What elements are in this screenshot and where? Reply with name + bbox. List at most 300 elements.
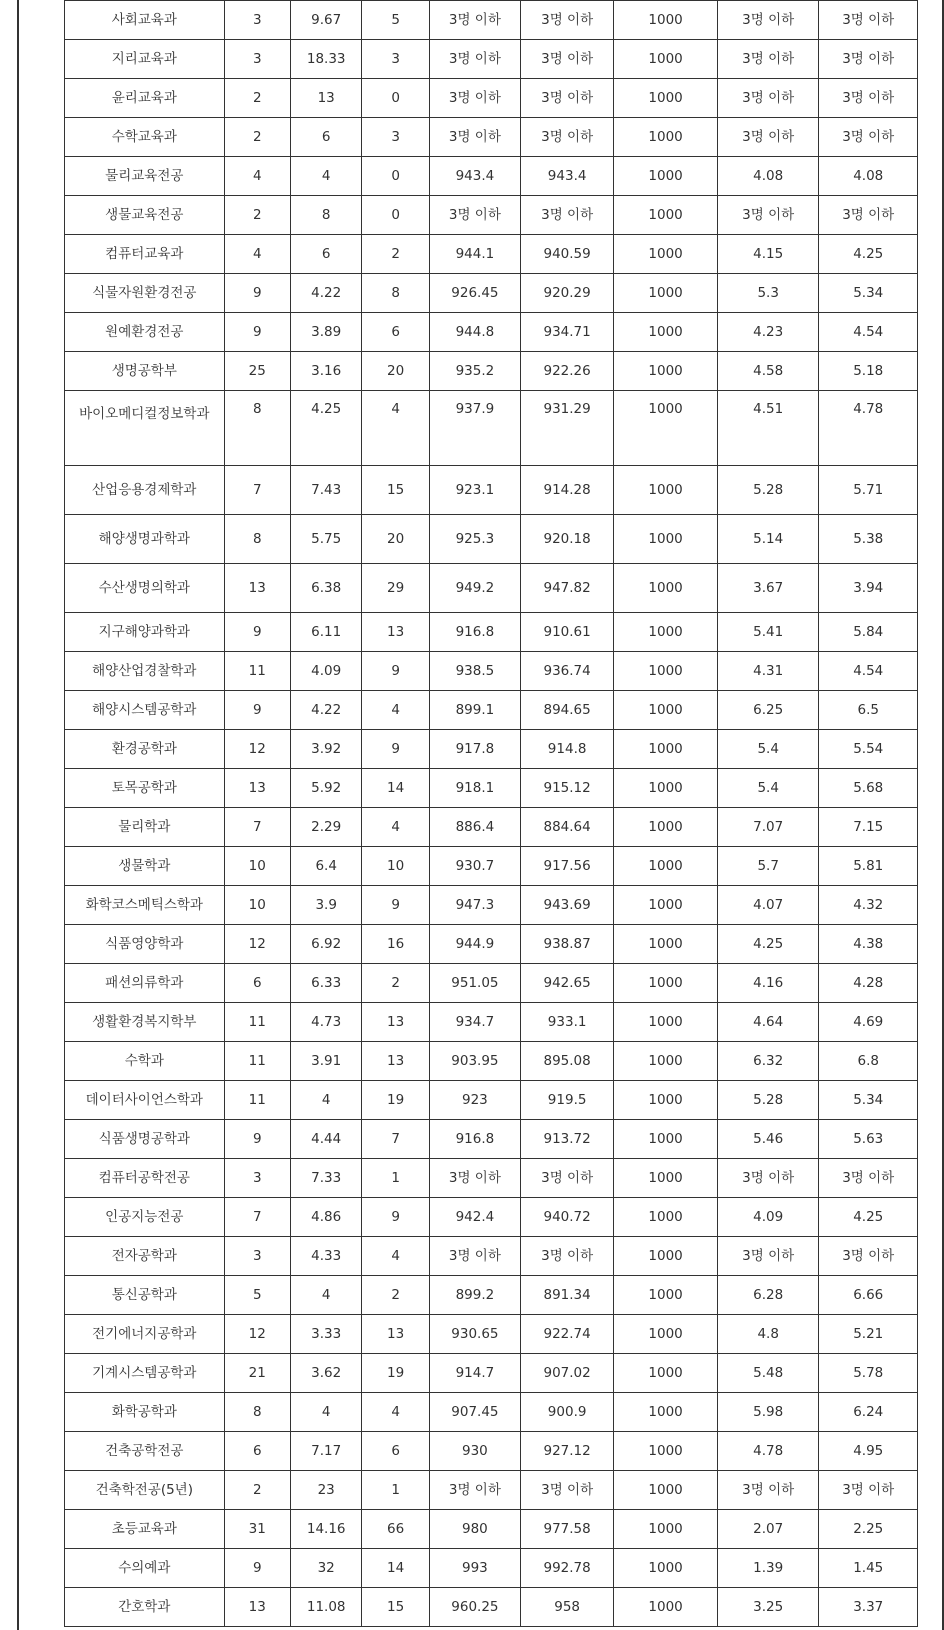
cell-grade-high: 3명 이하 bbox=[717, 40, 819, 79]
cell-extra-admits: 2 bbox=[362, 1276, 429, 1315]
cell-competition-rate: 4 bbox=[290, 1276, 362, 1315]
cell-grade-avg: 7.15 bbox=[819, 808, 918, 847]
cell-grade-avg: 5.34 bbox=[819, 274, 918, 313]
cell-grade-avg: 3명 이하 bbox=[819, 40, 918, 79]
cell-quota: 2 bbox=[224, 1471, 290, 1510]
cell-extra-admits: 3 bbox=[362, 118, 429, 157]
admission-results-table bbox=[64, 0, 918, 1627]
cell-full-score: 1000 bbox=[614, 886, 718, 925]
left-border-line bbox=[17, 0, 19, 1630]
cell-full-score: 1000 bbox=[614, 964, 718, 1003]
cell-score-high: 944.8 bbox=[429, 313, 520, 352]
cell-score-avg: 3명 이하 bbox=[521, 196, 614, 235]
cell-competition-rate: 5.92 bbox=[290, 769, 362, 808]
cell-score-avg: 894.65 bbox=[521, 691, 614, 730]
cell-score-avg: 919.5 bbox=[521, 1081, 614, 1120]
cell-grade-high: 5.4 bbox=[717, 730, 819, 769]
cell-grade-high: 4.16 bbox=[717, 964, 819, 1003]
cell-quota: 9 bbox=[224, 274, 290, 313]
table-row bbox=[65, 1003, 918, 1042]
cell-score-avg: 931.29 bbox=[521, 391, 614, 466]
cell-full-score: 1000 bbox=[614, 391, 718, 466]
cell-full-score: 1000 bbox=[614, 564, 718, 613]
cell-score-avg: 915.12 bbox=[521, 769, 614, 808]
cell-competition-rate: 3.16 bbox=[290, 352, 362, 391]
cell-score-avg: 3명 이하 bbox=[521, 118, 614, 157]
cell-grade-high: 5.46 bbox=[717, 1120, 819, 1159]
cell-grade-high: 3명 이하 bbox=[717, 79, 819, 118]
cell-extra-admits: 13 bbox=[362, 1042, 429, 1081]
cell-grade-high: 5.48 bbox=[717, 1354, 819, 1393]
cell-department: 사회교육과 bbox=[65, 1, 225, 40]
cell-quota: 11 bbox=[224, 1003, 290, 1042]
cell-score-high: 917.8 bbox=[429, 730, 520, 769]
cell-grade-high: 4.07 bbox=[717, 886, 819, 925]
cell-extra-admits: 9 bbox=[362, 730, 429, 769]
table-row bbox=[65, 1042, 918, 1081]
cell-quota: 5 bbox=[224, 1276, 290, 1315]
cell-score-avg: 900.9 bbox=[521, 1393, 614, 1432]
table-row bbox=[65, 157, 918, 196]
cell-department: 초등교육과 bbox=[65, 1510, 225, 1549]
table-body bbox=[65, 1, 918, 1627]
cell-grade-high: 4.25 bbox=[717, 925, 819, 964]
cell-full-score: 1000 bbox=[614, 1315, 718, 1354]
cell-full-score: 1000 bbox=[614, 1276, 718, 1315]
cell-grade-avg: 5.38 bbox=[819, 515, 918, 564]
cell-quota: 8 bbox=[224, 515, 290, 564]
cell-quota: 7 bbox=[224, 1198, 290, 1237]
table-row bbox=[65, 274, 918, 313]
cell-grade-avg: 3명 이하 bbox=[819, 196, 918, 235]
cell-grade-high: 5.4 bbox=[717, 769, 819, 808]
cell-full-score: 1000 bbox=[614, 1120, 718, 1159]
cell-score-avg: 914.8 bbox=[521, 730, 614, 769]
cell-competition-rate: 6.4 bbox=[290, 847, 362, 886]
cell-score-high: 947.3 bbox=[429, 886, 520, 925]
cell-department: 건축공학전공 bbox=[65, 1432, 225, 1471]
table-row bbox=[65, 235, 918, 274]
cell-score-avg: 910.61 bbox=[521, 613, 614, 652]
cell-score-high: 3명 이하 bbox=[429, 1159, 520, 1198]
cell-quota: 2 bbox=[224, 118, 290, 157]
cell-grade-high: 3명 이하 bbox=[717, 1, 819, 40]
cell-grade-high: 3명 이하 bbox=[717, 1471, 819, 1510]
cell-score-avg: 3명 이하 bbox=[521, 1, 614, 40]
table-row bbox=[65, 730, 918, 769]
cell-grade-avg: 3.94 bbox=[819, 564, 918, 613]
cell-extra-admits: 15 bbox=[362, 1588, 429, 1627]
cell-department: 생활환경복지학부 bbox=[65, 1003, 225, 1042]
cell-quota: 2 bbox=[224, 79, 290, 118]
cell-department: 수학과 bbox=[65, 1042, 225, 1081]
cell-department: 인공지능전공 bbox=[65, 1198, 225, 1237]
cell-score-avg: 891.34 bbox=[521, 1276, 614, 1315]
cell-extra-admits: 9 bbox=[362, 1198, 429, 1237]
cell-competition-rate: 3.62 bbox=[290, 1354, 362, 1393]
cell-score-high: 993 bbox=[429, 1549, 520, 1588]
cell-grade-high: 4.15 bbox=[717, 235, 819, 274]
table-row bbox=[65, 313, 918, 352]
cell-quota: 12 bbox=[224, 925, 290, 964]
cell-extra-admits: 10 bbox=[362, 847, 429, 886]
cell-extra-admits: 29 bbox=[362, 564, 429, 613]
cell-score-high: 916.8 bbox=[429, 1120, 520, 1159]
cell-full-score: 1000 bbox=[614, 1159, 718, 1198]
cell-competition-rate: 3.9 bbox=[290, 886, 362, 925]
cell-department: 통신공학과 bbox=[65, 1276, 225, 1315]
cell-score-high: 3명 이하 bbox=[429, 1471, 520, 1510]
cell-grade-avg: 6.5 bbox=[819, 691, 918, 730]
cell-score-high: 951.05 bbox=[429, 964, 520, 1003]
cell-department: 토목공학과 bbox=[65, 769, 225, 808]
cell-score-avg: 922.74 bbox=[521, 1315, 614, 1354]
cell-grade-avg: 5.54 bbox=[819, 730, 918, 769]
table-row bbox=[65, 691, 918, 730]
cell-score-high: 949.2 bbox=[429, 564, 520, 613]
cell-department: 바이오메디컬정보학과 bbox=[65, 391, 225, 466]
cell-grade-high: 5.41 bbox=[717, 613, 819, 652]
cell-department: 생물학과 bbox=[65, 847, 225, 886]
cell-grade-avg: 4.38 bbox=[819, 925, 918, 964]
table-row bbox=[65, 1198, 918, 1237]
cell-score-avg: 943.69 bbox=[521, 886, 614, 925]
cell-grade-high: 5.3 bbox=[717, 274, 819, 313]
cell-competition-rate: 4.22 bbox=[290, 691, 362, 730]
cell-grade-high: 4.23 bbox=[717, 313, 819, 352]
cell-score-avg: 933.1 bbox=[521, 1003, 614, 1042]
cell-extra-admits: 7 bbox=[362, 1120, 429, 1159]
cell-department: 컴퓨터공학전공 bbox=[65, 1159, 225, 1198]
cell-competition-rate: 7.33 bbox=[290, 1159, 362, 1198]
cell-grade-avg: 3명 이하 bbox=[819, 118, 918, 157]
cell-quota: 7 bbox=[224, 466, 290, 515]
cell-score-high: 923.1 bbox=[429, 466, 520, 515]
cell-department: 식물자원환경전공 bbox=[65, 274, 225, 313]
cell-competition-rate: 23 bbox=[290, 1471, 362, 1510]
cell-full-score: 1000 bbox=[614, 1354, 718, 1393]
cell-department: 화학공학과 bbox=[65, 1393, 225, 1432]
table-row bbox=[65, 652, 918, 691]
cell-department: 컴퓨터교육과 bbox=[65, 235, 225, 274]
cell-score-high: 918.1 bbox=[429, 769, 520, 808]
cell-extra-admits: 9 bbox=[362, 886, 429, 925]
cell-grade-avg: 6.8 bbox=[819, 1042, 918, 1081]
cell-competition-rate: 7.17 bbox=[290, 1432, 362, 1471]
cell-grade-avg: 5.81 bbox=[819, 847, 918, 886]
cell-department: 산업응용경제학과 bbox=[65, 466, 225, 515]
cell-competition-rate: 5.75 bbox=[290, 515, 362, 564]
cell-grade-high: 4.78 bbox=[717, 1432, 819, 1471]
cell-grade-high: 5.7 bbox=[717, 847, 819, 886]
cell-score-avg: 992.78 bbox=[521, 1549, 614, 1588]
cell-department: 윤리교육과 bbox=[65, 79, 225, 118]
cell-full-score: 1000 bbox=[614, 613, 718, 652]
cell-extra-admits: 0 bbox=[362, 196, 429, 235]
cell-score-avg: 958 bbox=[521, 1588, 614, 1627]
cell-competition-rate: 4 bbox=[290, 1081, 362, 1120]
cell-quota: 4 bbox=[224, 235, 290, 274]
cell-department: 지리교육과 bbox=[65, 40, 225, 79]
cell-competition-rate: 11.08 bbox=[290, 1588, 362, 1627]
cell-department: 물리교육전공 bbox=[65, 157, 225, 196]
cell-quota: 2 bbox=[224, 196, 290, 235]
cell-competition-rate: 4.86 bbox=[290, 1198, 362, 1237]
cell-score-avg: 3명 이하 bbox=[521, 1471, 614, 1510]
cell-full-score: 1000 bbox=[614, 1588, 718, 1627]
cell-quota: 6 bbox=[224, 964, 290, 1003]
cell-score-high: 899.1 bbox=[429, 691, 520, 730]
cell-grade-high: 5.28 bbox=[717, 466, 819, 515]
cell-competition-rate: 8 bbox=[290, 196, 362, 235]
cell-score-avg: 977.58 bbox=[521, 1510, 614, 1549]
cell-extra-admits: 9 bbox=[362, 652, 429, 691]
cell-full-score: 1000 bbox=[614, 730, 718, 769]
cell-score-avg: 947.82 bbox=[521, 564, 614, 613]
cell-competition-rate: 2.29 bbox=[290, 808, 362, 847]
cell-department: 패션의류학과 bbox=[65, 964, 225, 1003]
cell-competition-rate: 32 bbox=[290, 1549, 362, 1588]
cell-department: 지구해양과학과 bbox=[65, 613, 225, 652]
cell-grade-high: 4.08 bbox=[717, 157, 819, 196]
cell-score-avg: 936.74 bbox=[521, 652, 614, 691]
cell-quota: 21 bbox=[224, 1354, 290, 1393]
cell-department: 전자공학과 bbox=[65, 1237, 225, 1276]
cell-full-score: 1000 bbox=[614, 40, 718, 79]
table-row bbox=[65, 1393, 918, 1432]
cell-full-score: 1000 bbox=[614, 1510, 718, 1549]
cell-quota: 7 bbox=[224, 808, 290, 847]
cell-competition-rate: 4.09 bbox=[290, 652, 362, 691]
cell-grade-avg: 3명 이하 bbox=[819, 1, 918, 40]
cell-score-avg: 927.12 bbox=[521, 1432, 614, 1471]
cell-competition-rate: 6.92 bbox=[290, 925, 362, 964]
cell-full-score: 1000 bbox=[614, 515, 718, 564]
cell-grade-avg: 1.45 bbox=[819, 1549, 918, 1588]
cell-grade-high: 5.28 bbox=[717, 1081, 819, 1120]
cell-extra-admits: 4 bbox=[362, 1237, 429, 1276]
cell-score-avg: 907.02 bbox=[521, 1354, 614, 1393]
cell-extra-admits: 19 bbox=[362, 1354, 429, 1393]
cell-score-high: 3명 이하 bbox=[429, 118, 520, 157]
table-row bbox=[65, 769, 918, 808]
cell-grade-avg: 4.54 bbox=[819, 313, 918, 352]
cell-score-avg: 942.65 bbox=[521, 964, 614, 1003]
cell-department: 원예환경전공 bbox=[65, 313, 225, 352]
cell-score-high: 935.2 bbox=[429, 352, 520, 391]
cell-full-score: 1000 bbox=[614, 352, 718, 391]
table-row bbox=[65, 515, 918, 564]
cell-quota: 12 bbox=[224, 1315, 290, 1354]
cell-quota: 8 bbox=[224, 391, 290, 466]
cell-full-score: 1000 bbox=[614, 1198, 718, 1237]
cell-quota: 3 bbox=[224, 1237, 290, 1276]
cell-grade-avg: 4.08 bbox=[819, 157, 918, 196]
cell-score-avg: 3명 이하 bbox=[521, 1159, 614, 1198]
cell-extra-admits: 6 bbox=[362, 1432, 429, 1471]
cell-extra-admits: 2 bbox=[362, 235, 429, 274]
cell-extra-admits: 14 bbox=[362, 769, 429, 808]
cell-competition-rate: 6.11 bbox=[290, 613, 362, 652]
cell-department: 생명공학부 bbox=[65, 352, 225, 391]
cell-quota: 8 bbox=[224, 1393, 290, 1432]
cell-score-high: 980 bbox=[429, 1510, 520, 1549]
cell-grade-high: 3명 이하 bbox=[717, 118, 819, 157]
cell-competition-rate: 9.67 bbox=[290, 1, 362, 40]
table-row bbox=[65, 1315, 918, 1354]
cell-department: 수의예과 bbox=[65, 1549, 225, 1588]
cell-grade-avg: 3명 이하 bbox=[819, 1237, 918, 1276]
cell-department: 전기에너지공학과 bbox=[65, 1315, 225, 1354]
cell-extra-admits: 66 bbox=[362, 1510, 429, 1549]
cell-grade-high: 6.32 bbox=[717, 1042, 819, 1081]
cell-competition-rate: 7.43 bbox=[290, 466, 362, 515]
cell-score-high: 3명 이하 bbox=[429, 40, 520, 79]
cell-competition-rate: 4.33 bbox=[290, 1237, 362, 1276]
cell-full-score: 1000 bbox=[614, 1237, 718, 1276]
cell-full-score: 1000 bbox=[614, 808, 718, 847]
cell-quota: 10 bbox=[224, 847, 290, 886]
cell-department: 해양시스템공학과 bbox=[65, 691, 225, 730]
cell-quota: 13 bbox=[224, 564, 290, 613]
cell-grade-high: 4.64 bbox=[717, 1003, 819, 1042]
cell-extra-admits: 13 bbox=[362, 613, 429, 652]
cell-full-score: 1000 bbox=[614, 1081, 718, 1120]
cell-grade-avg: 4.25 bbox=[819, 1198, 918, 1237]
cell-extra-admits: 8 bbox=[362, 274, 429, 313]
cell-score-high: 926.45 bbox=[429, 274, 520, 313]
cell-competition-rate: 6.38 bbox=[290, 564, 362, 613]
cell-quota: 6 bbox=[224, 1432, 290, 1471]
cell-score-high: 944.9 bbox=[429, 925, 520, 964]
cell-score-high: 903.95 bbox=[429, 1042, 520, 1081]
cell-score-avg: 3명 이하 bbox=[521, 1237, 614, 1276]
cell-grade-avg: 5.18 bbox=[819, 352, 918, 391]
table-row bbox=[65, 391, 918, 466]
cell-grade-avg: 4.54 bbox=[819, 652, 918, 691]
cell-competition-rate: 3.89 bbox=[290, 313, 362, 352]
cell-department: 환경공학과 bbox=[65, 730, 225, 769]
cell-score-avg: 920.18 bbox=[521, 515, 614, 564]
table-row bbox=[65, 196, 918, 235]
cell-full-score: 1000 bbox=[614, 235, 718, 274]
cell-score-high: 960.25 bbox=[429, 1588, 520, 1627]
cell-grade-avg: 4.78 bbox=[819, 391, 918, 466]
cell-grade-high: 4.58 bbox=[717, 352, 819, 391]
cell-full-score: 1000 bbox=[614, 313, 718, 352]
cell-grade-avg: 5.34 bbox=[819, 1081, 918, 1120]
cell-competition-rate: 6.33 bbox=[290, 964, 362, 1003]
table-row bbox=[65, 1549, 918, 1588]
cell-score-high: 3명 이하 bbox=[429, 1237, 520, 1276]
table-row bbox=[65, 466, 918, 515]
cell-grade-avg: 2.25 bbox=[819, 1510, 918, 1549]
cell-quota: 11 bbox=[224, 1042, 290, 1081]
cell-quota: 10 bbox=[224, 886, 290, 925]
cell-competition-rate: 3.92 bbox=[290, 730, 362, 769]
cell-competition-rate: 4 bbox=[290, 1393, 362, 1432]
cell-competition-rate: 4.44 bbox=[290, 1120, 362, 1159]
cell-grade-high: 2.07 bbox=[717, 1510, 819, 1549]
cell-score-high: 3명 이하 bbox=[429, 79, 520, 118]
cell-extra-admits: 4 bbox=[362, 808, 429, 847]
cell-score-high: 934.7 bbox=[429, 1003, 520, 1042]
cell-score-high: 930.65 bbox=[429, 1315, 520, 1354]
cell-quota: 9 bbox=[224, 691, 290, 730]
cell-department: 수학교육과 bbox=[65, 118, 225, 157]
cell-grade-high: 3.67 bbox=[717, 564, 819, 613]
cell-quota: 3 bbox=[224, 40, 290, 79]
cell-extra-admits: 14 bbox=[362, 1549, 429, 1588]
cell-extra-admits: 2 bbox=[362, 964, 429, 1003]
table-row bbox=[65, 118, 918, 157]
cell-department: 화학코스메틱스학과 bbox=[65, 886, 225, 925]
cell-extra-admits: 4 bbox=[362, 391, 429, 466]
table-row bbox=[65, 847, 918, 886]
cell-score-high: 907.45 bbox=[429, 1393, 520, 1432]
cell-quota: 4 bbox=[224, 157, 290, 196]
cell-quota: 9 bbox=[224, 313, 290, 352]
cell-extra-admits: 4 bbox=[362, 691, 429, 730]
table-row bbox=[65, 1276, 918, 1315]
cell-full-score: 1000 bbox=[614, 1393, 718, 1432]
cell-score-high: 886.4 bbox=[429, 808, 520, 847]
cell-score-avg: 920.29 bbox=[521, 274, 614, 313]
table-row bbox=[65, 1081, 918, 1120]
cell-department: 해양산업경찰학과 bbox=[65, 652, 225, 691]
cell-competition-rate: 3.33 bbox=[290, 1315, 362, 1354]
table-row bbox=[65, 79, 918, 118]
cell-grade-high: 5.14 bbox=[717, 515, 819, 564]
cell-score-avg: 940.59 bbox=[521, 235, 614, 274]
cell-extra-admits: 3 bbox=[362, 40, 429, 79]
cell-grade-high: 4.8 bbox=[717, 1315, 819, 1354]
cell-competition-rate: 4.22 bbox=[290, 274, 362, 313]
cell-department: 식품생명공학과 bbox=[65, 1120, 225, 1159]
cell-department: 기계시스템공학과 bbox=[65, 1354, 225, 1393]
cell-quota: 3 bbox=[224, 1, 290, 40]
cell-competition-rate: 14.16 bbox=[290, 1510, 362, 1549]
cell-full-score: 1000 bbox=[614, 925, 718, 964]
cell-grade-avg: 5.21 bbox=[819, 1315, 918, 1354]
cell-score-avg: 3명 이하 bbox=[521, 79, 614, 118]
cell-score-avg: 895.08 bbox=[521, 1042, 614, 1081]
cell-competition-rate: 4.73 bbox=[290, 1003, 362, 1042]
cell-score-high: 3명 이하 bbox=[429, 1, 520, 40]
table-row bbox=[65, 1159, 918, 1198]
cell-grade-avg: 3명 이하 bbox=[819, 1159, 918, 1198]
cell-full-score: 1000 bbox=[614, 157, 718, 196]
cell-full-score: 1000 bbox=[614, 769, 718, 808]
cell-quota: 3 bbox=[224, 1159, 290, 1198]
cell-quota: 12 bbox=[224, 730, 290, 769]
cell-quota: 9 bbox=[224, 1549, 290, 1588]
cell-full-score: 1000 bbox=[614, 1003, 718, 1042]
cell-department: 데이터사이언스학과 bbox=[65, 1081, 225, 1120]
cell-score-avg: 913.72 bbox=[521, 1120, 614, 1159]
cell-score-avg: 938.87 bbox=[521, 925, 614, 964]
cell-full-score: 1000 bbox=[614, 1432, 718, 1471]
cell-competition-rate: 6 bbox=[290, 118, 362, 157]
table-row bbox=[65, 1, 918, 40]
cell-quota: 31 bbox=[224, 1510, 290, 1549]
cell-department: 식품영양학과 bbox=[65, 925, 225, 964]
cell-score-avg: 943.4 bbox=[521, 157, 614, 196]
table-row bbox=[65, 1471, 918, 1510]
cell-grade-avg: 4.32 bbox=[819, 886, 918, 925]
table-row bbox=[65, 964, 918, 1003]
cell-full-score: 1000 bbox=[614, 1549, 718, 1588]
